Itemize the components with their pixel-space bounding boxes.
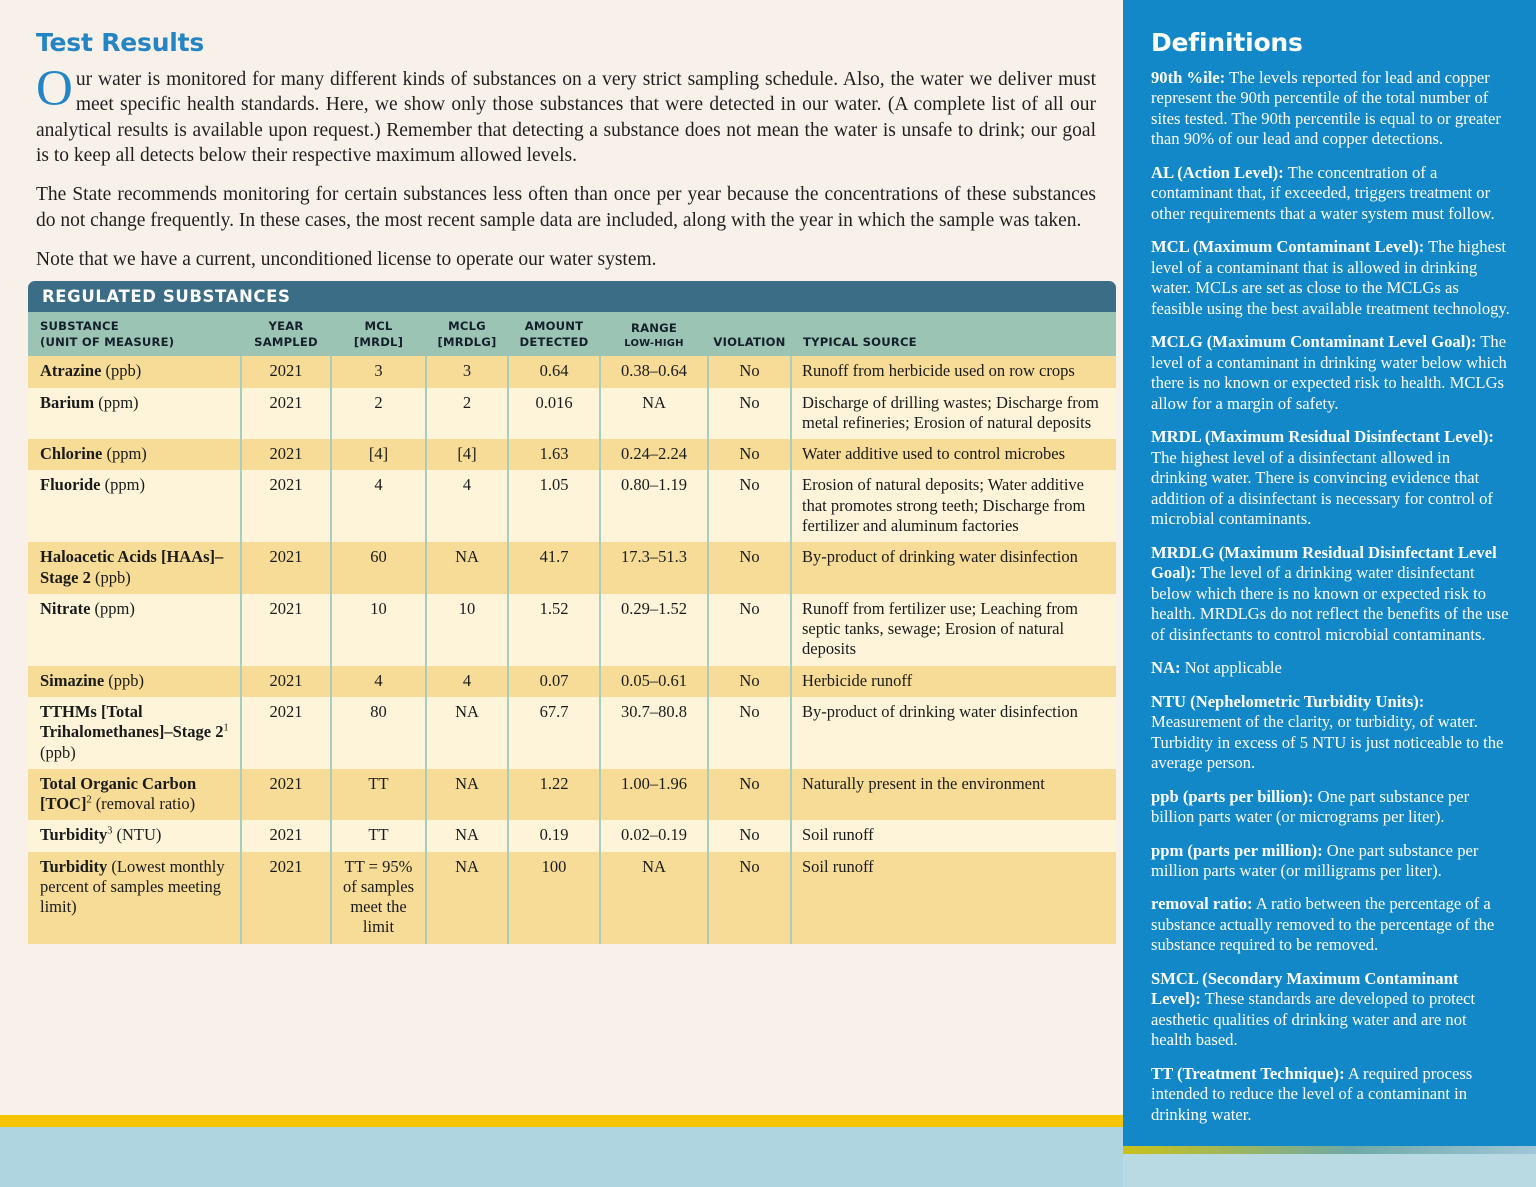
cell-amount-detected: 67.7 bbox=[508, 697, 600, 769]
definition-item bbox=[1151, 163, 1510, 224]
intro-paragraph-2: The State recommends monitoring for certain substances less often than once per year because the concentrations of these substances do not change frequently. In these cases, the most recent sample data are included, along with the year in which the sample was taken. bbox=[36, 184, 1096, 231]
definition-item bbox=[1151, 969, 1510, 1051]
cell-range: 0.05–0.61 bbox=[600, 666, 708, 697]
table-body bbox=[28, 356, 1116, 943]
cell-range: 0.29–1.52 bbox=[600, 594, 708, 666]
cell-amount-detected: 100 bbox=[508, 852, 600, 944]
cell-range: 1.00–1.96 bbox=[600, 769, 708, 821]
cell-amount-detected: 1.05 bbox=[508, 470, 600, 542]
substance-name: Nitrate bbox=[40, 598, 91, 618]
cell-mclg: NA bbox=[426, 820, 508, 851]
table-row bbox=[28, 820, 1116, 851]
cell-mclg: 4 bbox=[426, 470, 508, 542]
definition-term: MRDL (Maximum Residual Disinfectant Level): bbox=[1151, 427, 1494, 447]
definition-body: The highest level of a disinfectant allowed in drinking water. There is convincing evidence that addition of a disinfectant is necessary for control of microbial contaminants. bbox=[1151, 447, 1493, 529]
column-header-amount bbox=[508, 312, 600, 356]
column-header-mclg-line2: [MRDLG] bbox=[437, 334, 497, 349]
cell-amount-detected: 0.19 bbox=[508, 820, 600, 851]
cell-violation: No bbox=[708, 542, 791, 594]
cell-range: NA bbox=[600, 388, 708, 440]
cell-violation: No bbox=[708, 697, 791, 769]
cell-typical-source: Runoff from fertilizer use; Leaching from septic tanks, sewage; Erosion of natural deposits bbox=[791, 594, 1116, 666]
footnote-marker: 3 bbox=[107, 825, 113, 837]
cell-mclg: 2 bbox=[426, 388, 508, 440]
footer-yellow-stripe bbox=[0, 1115, 1123, 1127]
intro-paragraphs bbox=[36, 61, 1096, 272]
cell-mcl: 10 bbox=[331, 594, 426, 666]
definition-item bbox=[1151, 543, 1510, 645]
cell-year: 2021 bbox=[241, 852, 331, 944]
definition-body: The levels reported for lead and copper represent the 90th percentile of the total number of sites tested. The 90th percentile is equal to or greater than 90% of our lead and copper detections. bbox=[1151, 68, 1501, 149]
cell-range: 30.7–80.8 bbox=[600, 697, 708, 769]
substance-unit: (removal ratio) bbox=[91, 794, 196, 814]
definition-body: One part substance per million parts water (or milligrams per liter). bbox=[1151, 840, 1479, 880]
substance-name: Turbidity bbox=[40, 856, 108, 876]
test-results-section bbox=[36, 28, 1096, 272]
cell-mcl: 60 bbox=[331, 542, 426, 594]
column-header-year-line2: SAMPLED bbox=[254, 334, 318, 349]
definition-term: SMCL (Secondary Maximum Contaminant Level): bbox=[1151, 968, 1459, 1009]
cell-substance bbox=[28, 852, 241, 944]
table-row bbox=[28, 356, 1116, 387]
cell-mclg: NA bbox=[426, 542, 508, 594]
definition-item bbox=[1151, 787, 1510, 828]
definition-term: AL (Action Level): bbox=[1151, 162, 1284, 182]
cell-violation: No bbox=[708, 388, 791, 440]
table-row bbox=[28, 542, 1116, 594]
cell-substance bbox=[28, 697, 241, 769]
cell-mcl: TT bbox=[331, 820, 426, 851]
footnote-marker: 1 bbox=[223, 722, 229, 734]
table-row bbox=[28, 388, 1116, 440]
definition-item bbox=[1151, 658, 1510, 678]
substance-name: Fluoride bbox=[40, 475, 101, 495]
definition-term: MCLG (Maximum Contaminant Level Goal): bbox=[1151, 332, 1477, 352]
cell-typical-source: Erosion of natural deposits; Water additive that promotes strong teeth; Discharge from fertilizer and aluminum factories bbox=[791, 470, 1116, 542]
cell-substance bbox=[28, 769, 241, 821]
footnote-marker: 2 bbox=[86, 794, 92, 806]
substance-unit: (ppm) bbox=[90, 598, 135, 618]
cell-range: 0.80–1.19 bbox=[600, 470, 708, 542]
column-header-mcl-line2: [MRDL] bbox=[353, 334, 404, 349]
regulated-substances-table bbox=[28, 312, 1116, 944]
definition-item bbox=[1151, 68, 1510, 150]
definitions-title: Definitions bbox=[1151, 28, 1303, 57]
cell-typical-source: Naturally present in the environment bbox=[791, 769, 1116, 821]
table-row bbox=[28, 852, 1116, 944]
definition-term: NTU (Nephelometric Turbidity Units): bbox=[1151, 691, 1425, 711]
column-header-mcl-line1: MCL bbox=[364, 319, 393, 333]
definition-item bbox=[1151, 332, 1510, 414]
footer-blue-band-right bbox=[1123, 1154, 1536, 1187]
footer-gradient-stripe bbox=[1123, 1146, 1536, 1154]
intro-paragraph-1 bbox=[36, 61, 1096, 168]
substance-unit: (ppb) bbox=[104, 670, 145, 690]
table-row bbox=[28, 439, 1116, 470]
cell-range: NA bbox=[600, 852, 708, 944]
column-header-violation bbox=[708, 312, 791, 356]
table-row bbox=[28, 666, 1116, 697]
cell-substance bbox=[28, 820, 241, 851]
table-banner-title: REGULATED SUBSTANCES bbox=[28, 281, 1116, 312]
cell-year: 2021 bbox=[241, 542, 331, 594]
footer-blue-band bbox=[0, 1127, 1123, 1187]
definition-term: ppm (parts per million): bbox=[1151, 840, 1323, 860]
column-header-amount-line1: AMOUNT bbox=[524, 319, 584, 333]
substance-unit: (ppm) bbox=[102, 444, 147, 464]
cell-year: 2021 bbox=[241, 594, 331, 666]
substance-name: Simazine bbox=[40, 670, 105, 690]
cell-mclg: [4] bbox=[426, 439, 508, 470]
definition-term: MRDLG (Maximum Residual Disinfectant Level Goal): bbox=[1151, 542, 1497, 583]
cell-range: 0.02–0.19 bbox=[600, 820, 708, 851]
definition-body: The concentration of a contaminant that, if exceeded, triggers treatment or other requirements that a water system must follow. bbox=[1151, 162, 1495, 223]
substance-name: Chlorine bbox=[40, 444, 103, 464]
definition-item bbox=[1151, 427, 1510, 529]
cell-typical-source: By-product of drinking water disinfection bbox=[791, 542, 1116, 594]
definition-item bbox=[1151, 894, 1510, 955]
definition-body: A required process intended to reduce the level of a contaminant in drinking water. bbox=[1151, 1063, 1473, 1124]
definition-body: The level of a drinking water disinfectant below which there is no known or expected risk to health. MRDLGs do not reflect the benefits of the use of disinfectants to control microbial contaminants. bbox=[1151, 563, 1509, 644]
cell-mcl: TT bbox=[331, 769, 426, 821]
table-header-row bbox=[28, 312, 1116, 356]
cell-substance bbox=[28, 388, 241, 440]
cell-amount-detected: 0.07 bbox=[508, 666, 600, 697]
cell-typical-source: Water additive used to control microbes bbox=[791, 439, 1116, 470]
substance-name: Atrazine bbox=[40, 361, 102, 381]
table-row bbox=[28, 470, 1116, 542]
column-header-range-line2: LOW-HIGH bbox=[624, 337, 684, 349]
definition-body: These standards are developed to protect aesthetic qualities of drinking water and are not health based. bbox=[1151, 989, 1476, 1050]
cell-year: 2021 bbox=[241, 470, 331, 542]
substance-name: Total Organic Carbon [TOC] bbox=[40, 773, 197, 814]
cell-year: 2021 bbox=[241, 820, 331, 851]
cell-range: 17.3–51.3 bbox=[600, 542, 708, 594]
column-header-substance-line1: SUBSTANCE bbox=[40, 319, 119, 333]
substance-unit: (Lowest monthly percent of samples meeting limit) bbox=[40, 856, 225, 917]
cell-typical-source: Runoff from herbicide used on row crops bbox=[791, 356, 1116, 387]
cell-mcl: 80 bbox=[331, 697, 426, 769]
definitions-sidebar bbox=[1123, 0, 1536, 1152]
cell-mcl: 3 bbox=[331, 356, 426, 387]
cell-substance bbox=[28, 542, 241, 594]
column-header-typical-source bbox=[791, 312, 1116, 356]
column-header-range bbox=[600, 312, 708, 356]
cell-year: 2021 bbox=[241, 388, 331, 440]
cell-violation: No bbox=[708, 439, 791, 470]
definition-term: removal ratio: bbox=[1151, 894, 1253, 914]
table-row bbox=[28, 594, 1116, 666]
cell-violation: No bbox=[708, 594, 791, 666]
cell-substance bbox=[28, 439, 241, 470]
substance-unit: (ppm) bbox=[100, 475, 145, 495]
cell-year: 2021 bbox=[241, 697, 331, 769]
table-row bbox=[28, 697, 1116, 769]
substance-name: Barium bbox=[40, 392, 95, 412]
page-title: Test Results bbox=[36, 28, 205, 57]
cell-year: 2021 bbox=[241, 769, 331, 821]
cell-typical-source: Soil runoff bbox=[791, 852, 1116, 944]
cell-amount-detected: 1.63 bbox=[508, 439, 600, 470]
cell-amount-detected: 0.64 bbox=[508, 356, 600, 387]
cell-mclg: 10 bbox=[426, 594, 508, 666]
cell-amount-detected: 1.22 bbox=[508, 769, 600, 821]
cell-year: 2021 bbox=[241, 439, 331, 470]
definition-body: One part substance per billion parts water (or micrograms per liter). bbox=[1151, 786, 1470, 827]
cell-substance bbox=[28, 356, 241, 387]
definition-term: TT (Treatment Technique): bbox=[1151, 1063, 1345, 1083]
cell-year: 2021 bbox=[241, 356, 331, 387]
substance-unit: (ppm) bbox=[94, 392, 139, 412]
intro-paragraph-1-text: ur water is monitored for many different kinds of substances on a very strict sampling schedule. Also, the water we deliver must meet specific health standards. Here, we show only those substances that were detected in our water. (A complete list of all our analytical results is available upon request.) Remember that detecting a substance does not mean the water is unsafe to drink; our goal is to keep all detects below their respective maximum allowed levels. bbox=[36, 69, 1096, 167]
column-header-range-line1: RANGE bbox=[630, 321, 678, 336]
column-header-year bbox=[241, 312, 331, 356]
cell-range: 0.38–0.64 bbox=[600, 356, 708, 387]
definition-item bbox=[1151, 237, 1510, 319]
table-row bbox=[28, 769, 1116, 821]
definition-body: Not applicable bbox=[1180, 658, 1282, 678]
cell-violation: No bbox=[708, 852, 791, 944]
cell-amount-detected: 41.7 bbox=[508, 542, 600, 594]
substance-name: Turbidity bbox=[40, 825, 108, 845]
drop-cap: O bbox=[36, 61, 73, 117]
column-header-mclg bbox=[426, 312, 508, 356]
cell-typical-source: Discharge of drilling wastes; Discharge from metal refineries; Erosion of natural deposits bbox=[791, 388, 1116, 440]
cell-substance bbox=[28, 470, 241, 542]
definition-term: MCL (Maximum Contaminant Level): bbox=[1151, 237, 1425, 257]
cell-mclg: NA bbox=[426, 769, 508, 821]
definition-term: 90th %ile: bbox=[1151, 68, 1226, 87]
cell-mclg: 4 bbox=[426, 666, 508, 697]
cell-mcl: 2 bbox=[331, 388, 426, 440]
substance-name: Haloacetic Acids [HAAs]–Stage 2 bbox=[40, 547, 224, 587]
cell-substance bbox=[28, 666, 241, 697]
cell-typical-source: Soil runoff bbox=[791, 820, 1116, 851]
definition-body: The highest level of a contaminant that is allowed in drinking water. MCLs are set as close to the MCLGs as feasible using the best available treatment technology. bbox=[1151, 237, 1510, 318]
definition-item bbox=[1151, 841, 1510, 882]
intro-paragraph-3: Note that we have a current, unconditioned license to operate our water system. bbox=[36, 249, 657, 271]
definition-term: ppb (parts per billion): bbox=[1151, 786, 1314, 806]
cell-typical-source: Herbicide runoff bbox=[791, 666, 1116, 697]
substance-unit: (ppb) bbox=[40, 742, 76, 762]
cell-violation: No bbox=[708, 470, 791, 542]
definition-item bbox=[1151, 692, 1510, 774]
column-header-typical-source-label: TYPICAL SOURCE bbox=[803, 334, 917, 349]
column-header-violation-label: VIOLATION bbox=[713, 334, 786, 349]
substance-unit: (NTU) bbox=[112, 825, 162, 845]
cell-mclg: NA bbox=[426, 697, 508, 769]
definition-body: The level of a contaminant in drinking water below which there is no known or expected risk to health. MCLGs allow for a margin of safety. bbox=[1151, 332, 1507, 413]
cell-mcl: TT = 95% of samples meet the limit bbox=[331, 852, 426, 944]
cell-mclg: NA bbox=[426, 852, 508, 944]
column-header-year-line1: YEAR bbox=[268, 319, 304, 333]
column-header-substance bbox=[28, 312, 241, 356]
column-header-substance-line2: (UNIT OF MEASURE) bbox=[40, 334, 175, 349]
cell-violation: No bbox=[708, 356, 791, 387]
cell-range: 0.24–2.24 bbox=[600, 439, 708, 470]
cell-typical-source: By-product of drinking water disinfection bbox=[791, 697, 1116, 769]
definitions-list bbox=[1151, 68, 1510, 1125]
regulated-substances-table-wrapper bbox=[28, 281, 1116, 944]
cell-mclg: 3 bbox=[426, 356, 508, 387]
cell-amount-detected: 1.52 bbox=[508, 594, 600, 666]
substance-unit: (ppb) bbox=[90, 567, 131, 587]
cell-violation: No bbox=[708, 769, 791, 821]
cell-violation: No bbox=[708, 820, 791, 851]
column-header-amount-line2: DETECTED bbox=[519, 334, 589, 349]
cell-mcl: 4 bbox=[331, 666, 426, 697]
cell-amount-detected: 0.016 bbox=[508, 388, 600, 440]
definition-body: A ratio between the percentage of a substance actually removed to the percentage of the substance required to be removed. bbox=[1151, 894, 1495, 955]
cell-mcl: [4] bbox=[331, 439, 426, 470]
substance-unit: (ppb) bbox=[101, 361, 142, 381]
substance-name: TTHMs [Total Trihalomethanes]–Stage 2 bbox=[40, 701, 224, 742]
column-header-mclg-line1: MCLG bbox=[448, 319, 486, 333]
definition-body: Measurement of the clarity, or turbidity, of water. Turbidity in excess of 5 NTU is just noticeable to the average person. bbox=[1151, 712, 1504, 773]
column-header-mcl bbox=[331, 312, 426, 356]
definition-term: NA: bbox=[1151, 658, 1181, 678]
cell-substance bbox=[28, 594, 241, 666]
cell-violation: No bbox=[708, 666, 791, 697]
definition-item bbox=[1151, 1064, 1510, 1125]
cell-year: 2021 bbox=[241, 666, 331, 697]
cell-mcl: 4 bbox=[331, 470, 426, 542]
